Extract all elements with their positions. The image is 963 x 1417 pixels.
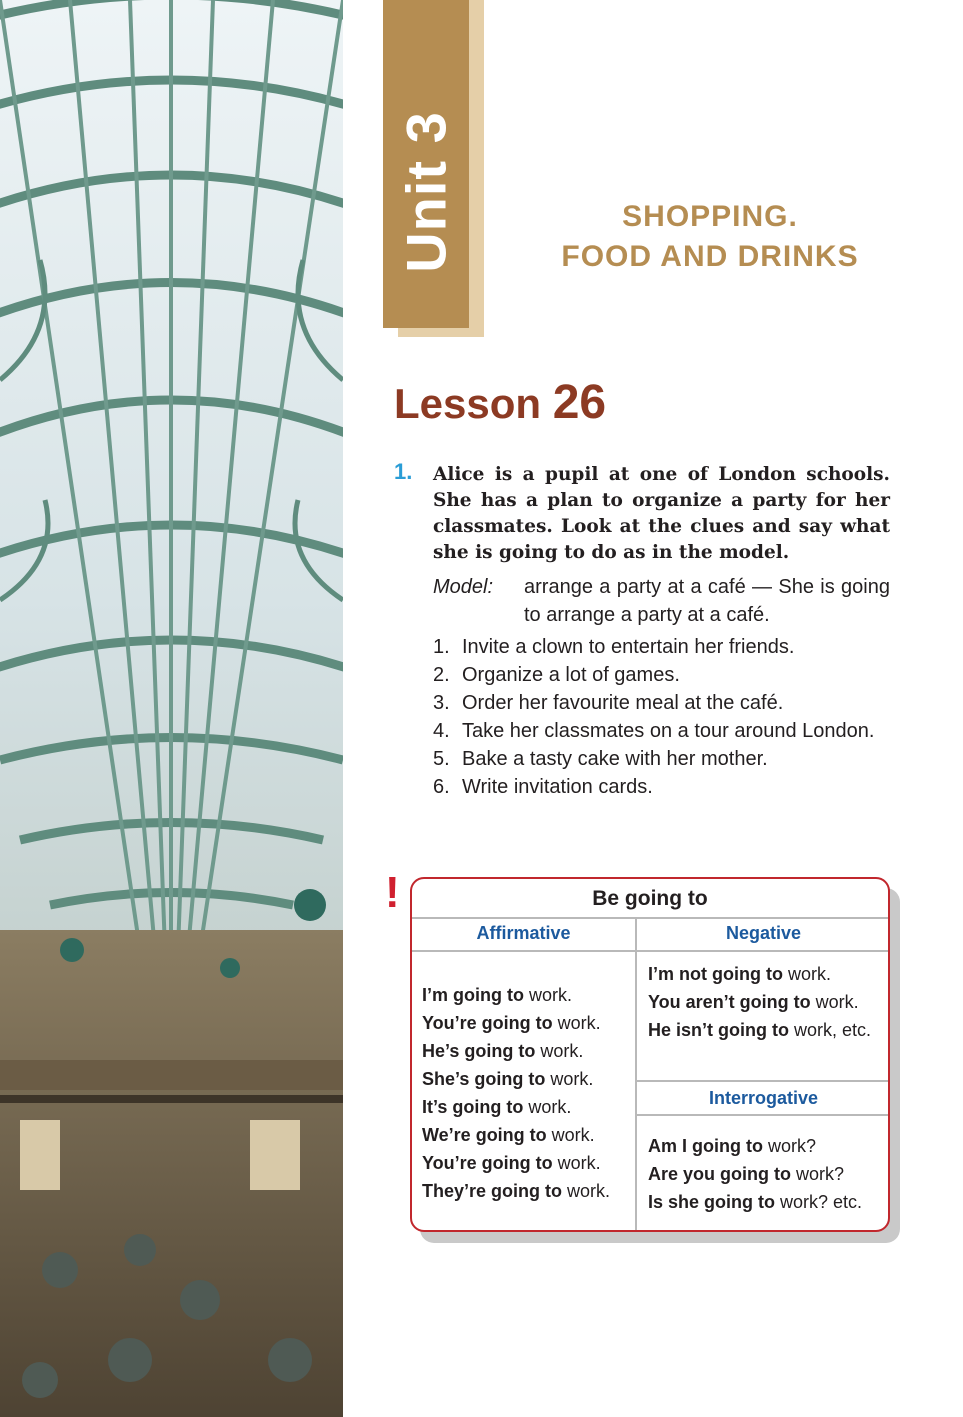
model-text: arrange a party at a café — She is going to arrange a party at a café.	[524, 576, 890, 626]
item-text: Take her classmates on a tour around London.	[462, 720, 875, 742]
exclamation-mark-icon: !	[385, 868, 400, 917]
affirmative-row: You’re going to work.	[422, 1153, 601, 1173]
item-text: Invite a clown to entertain her friends.	[462, 636, 795, 658]
item-number: 4.	[433, 720, 450, 742]
item-text: Write invitation cards.	[462, 776, 653, 798]
affirmative-row: We’re going to work.	[422, 1125, 595, 1145]
negative-row: You aren’t going to work.	[648, 992, 859, 1012]
affirmative-row: It’s going to work.	[422, 1097, 572, 1117]
interrogative-row: Is she going to work? etc.	[648, 1192, 863, 1212]
divider	[635, 917, 637, 1232]
interrogative-header: Interrogative	[708, 1088, 819, 1108]
list-item	[433, 661, 890, 689]
grammar-box	[410, 877, 890, 1232]
divider	[637, 1080, 890, 1082]
divider	[637, 1114, 890, 1116]
list-item	[433, 633, 890, 661]
item-text: Order her favourite meal at the café.	[462, 692, 784, 714]
lesson-number: 26	[552, 376, 607, 429]
exercise-items	[433, 633, 890, 801]
grammar-title: Be going to	[592, 887, 708, 910]
affirmative-row: They’re going to work.	[422, 1181, 611, 1201]
affirmative-row: He’s going to work.	[422, 1041, 584, 1061]
affirmative-header: Affirmative	[476, 923, 571, 943]
list-item	[433, 773, 890, 801]
negative-row: He isn’t going to work, etc.	[648, 1020, 872, 1040]
lesson-word: Lesson	[394, 380, 542, 427]
negative-header: Negative	[725, 923, 802, 943]
item-number: 6.	[433, 776, 450, 798]
affirmative-row: She’s going to work.	[422, 1069, 594, 1089]
model-label: Model:	[433, 576, 494, 598]
item-text: Organize a lot of games.	[462, 664, 680, 686]
interrogative-row: Am I going to work?	[648, 1136, 816, 1156]
divider	[412, 950, 888, 952]
interrogative-row: Are you going to work?	[648, 1164, 845, 1184]
list-item	[433, 689, 890, 717]
unit-title-line2: FOOD AND DRINKS	[561, 240, 859, 273]
unit-title	[500, 197, 920, 277]
item-text: Bake a tasty cake with her mother.	[462, 748, 768, 770]
interrogative-cell	[648, 1132, 888, 1216]
affirmative-row: I’m going to work.	[422, 985, 572, 1005]
exercise-number: 1.	[394, 459, 413, 484]
lesson-heading	[394, 375, 606, 430]
item-number: 3.	[433, 692, 450, 714]
item-number: 2.	[433, 664, 450, 686]
market-hall-photo	[0, 0, 343, 1417]
divider	[412, 917, 888, 919]
market-hall-illustration	[0, 0, 343, 1417]
affirmative-cell	[422, 981, 632, 1205]
affirmative-row: You’re going to work.	[422, 1013, 601, 1033]
list-item	[433, 717, 890, 745]
list-item	[433, 745, 890, 773]
exercise-task: Alice is a pupil at one of London schools. She has a plan to organize a party for her classmates. Look at the clues and say what she is going to do as in the model.	[433, 464, 890, 563]
unit-title-line1: SHOPPING.	[622, 200, 798, 233]
item-number: 1.	[433, 636, 450, 658]
unit-label: Unit 3	[394, 111, 458, 273]
negative-row: I’m not going to work.	[648, 964, 831, 984]
negative-cell	[648, 960, 882, 1044]
item-number: 5.	[433, 748, 450, 770]
